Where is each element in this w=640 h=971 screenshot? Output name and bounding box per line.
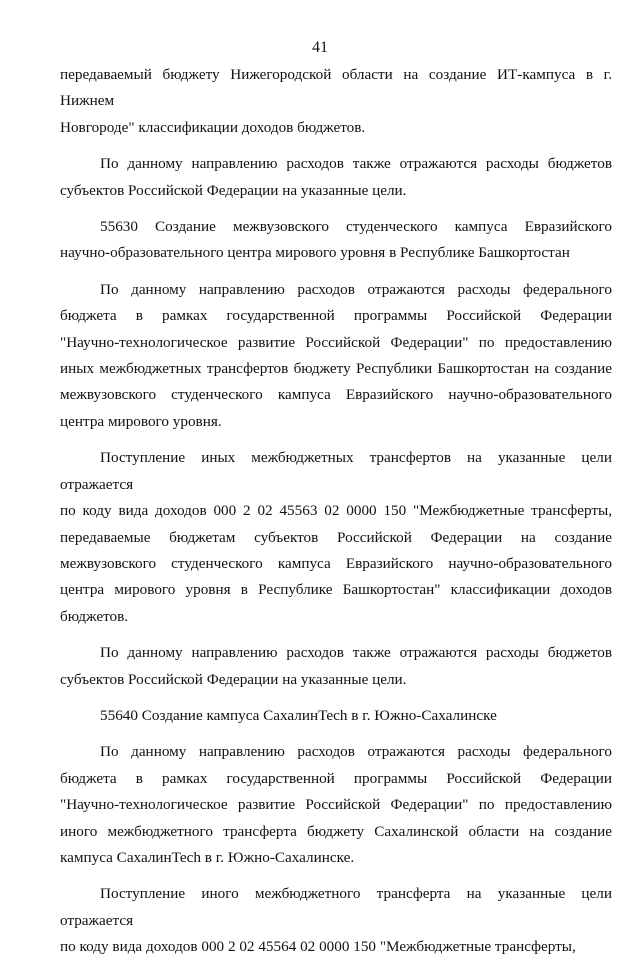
text-line: иного межбюджетного трансферта бюджету Сахалинской области на создание <box>60 822 612 840</box>
text-line: 55630 Создание межвузовского студенческого кампуса Евразийского <box>100 218 612 236</box>
text-line: по коду вида доходов 000 2 02 45564 02 0000 150 "Межбюджетные трансферты, <box>60 938 576 956</box>
text-line: бюджета в рамках государственной программы Российской Федерации <box>60 769 612 787</box>
paragraph <box>60 445 612 630</box>
text-line: по коду вида доходов 000 2 02 45563 02 0000 150 "Межбюджетные трансферты, <box>60 502 612 520</box>
text-line: По данному направлению расходов также отражаются расходы бюджетов <box>100 644 612 662</box>
text-line: "Научно-технологическое развитие Российской Федерации" по предоставлению <box>60 796 612 814</box>
paragraph <box>60 214 612 267</box>
text-line: 55640 Создание кампуса СахалинTech в г. Южно-Сахалинске <box>100 706 497 724</box>
text-line: По данному направлению расходов также отражаются расходы бюджетов <box>100 155 612 173</box>
text-line: По данному направлению расходов отражаются расходы федерального <box>100 280 612 298</box>
document-body <box>60 62 612 971</box>
paragraph <box>60 881 612 960</box>
text-line: Поступление иных межбюджетных трансфертов на указанные цели отражается <box>60 449 612 493</box>
text-line: центра мирового уровня в Республике Башкортостан" классификации доходов <box>60 581 612 599</box>
paragraph <box>60 640 612 693</box>
paragraph <box>60 151 612 204</box>
text-line: субъектов Российской Федерации на указанные цели. <box>60 670 407 688</box>
text-line: передаваемый бюджету Нижегородской области на создание ИТ-кампуса в г. Нижнем <box>60 66 612 110</box>
paragraph <box>60 739 612 871</box>
paragraph <box>60 62 612 141</box>
page-number: 41 <box>312 39 328 56</box>
text-line: межвузовского студенческого кампуса Евразийского научно-образовательного <box>60 554 612 572</box>
text-line: кампуса СахалинTech в г. Южно-Сахалинске. <box>60 848 355 866</box>
text-line: По данному направлению расходов отражаются расходы федерального <box>100 743 612 761</box>
text-line: "Научно-технологическое развитие Российской Федерации" по предоставлению <box>60 333 612 351</box>
text-line: иных межбюджетных трансфертов бюджету Республики Башкортостан на создание <box>60 360 612 378</box>
text-line: Новгороде" классификации доходов бюджетов. <box>60 118 366 136</box>
text-line: центра мирового уровня. <box>60 412 222 430</box>
text-line: межвузовского студенческого кампуса Евразийского научно-образовательного <box>60 386 612 404</box>
text-line: Поступление иного межбюджетного трансферта на указанные цели отражается <box>60 885 612 929</box>
text-line: передаваемые бюджетам субъектов Российской Федерации на создание <box>60 528 612 546</box>
text-line: научно-образовательного центра мирового уровня в Республике Башкортостан <box>60 244 570 262</box>
text-line: субъектов Российской Федерации на указанные цели. <box>60 181 407 199</box>
paragraph <box>60 277 612 435</box>
text-line: бюджета в рамках государственной программы Российской Федерации <box>60 307 612 325</box>
text-line: бюджетов. <box>60 607 129 625</box>
paragraph <box>60 703 612 729</box>
